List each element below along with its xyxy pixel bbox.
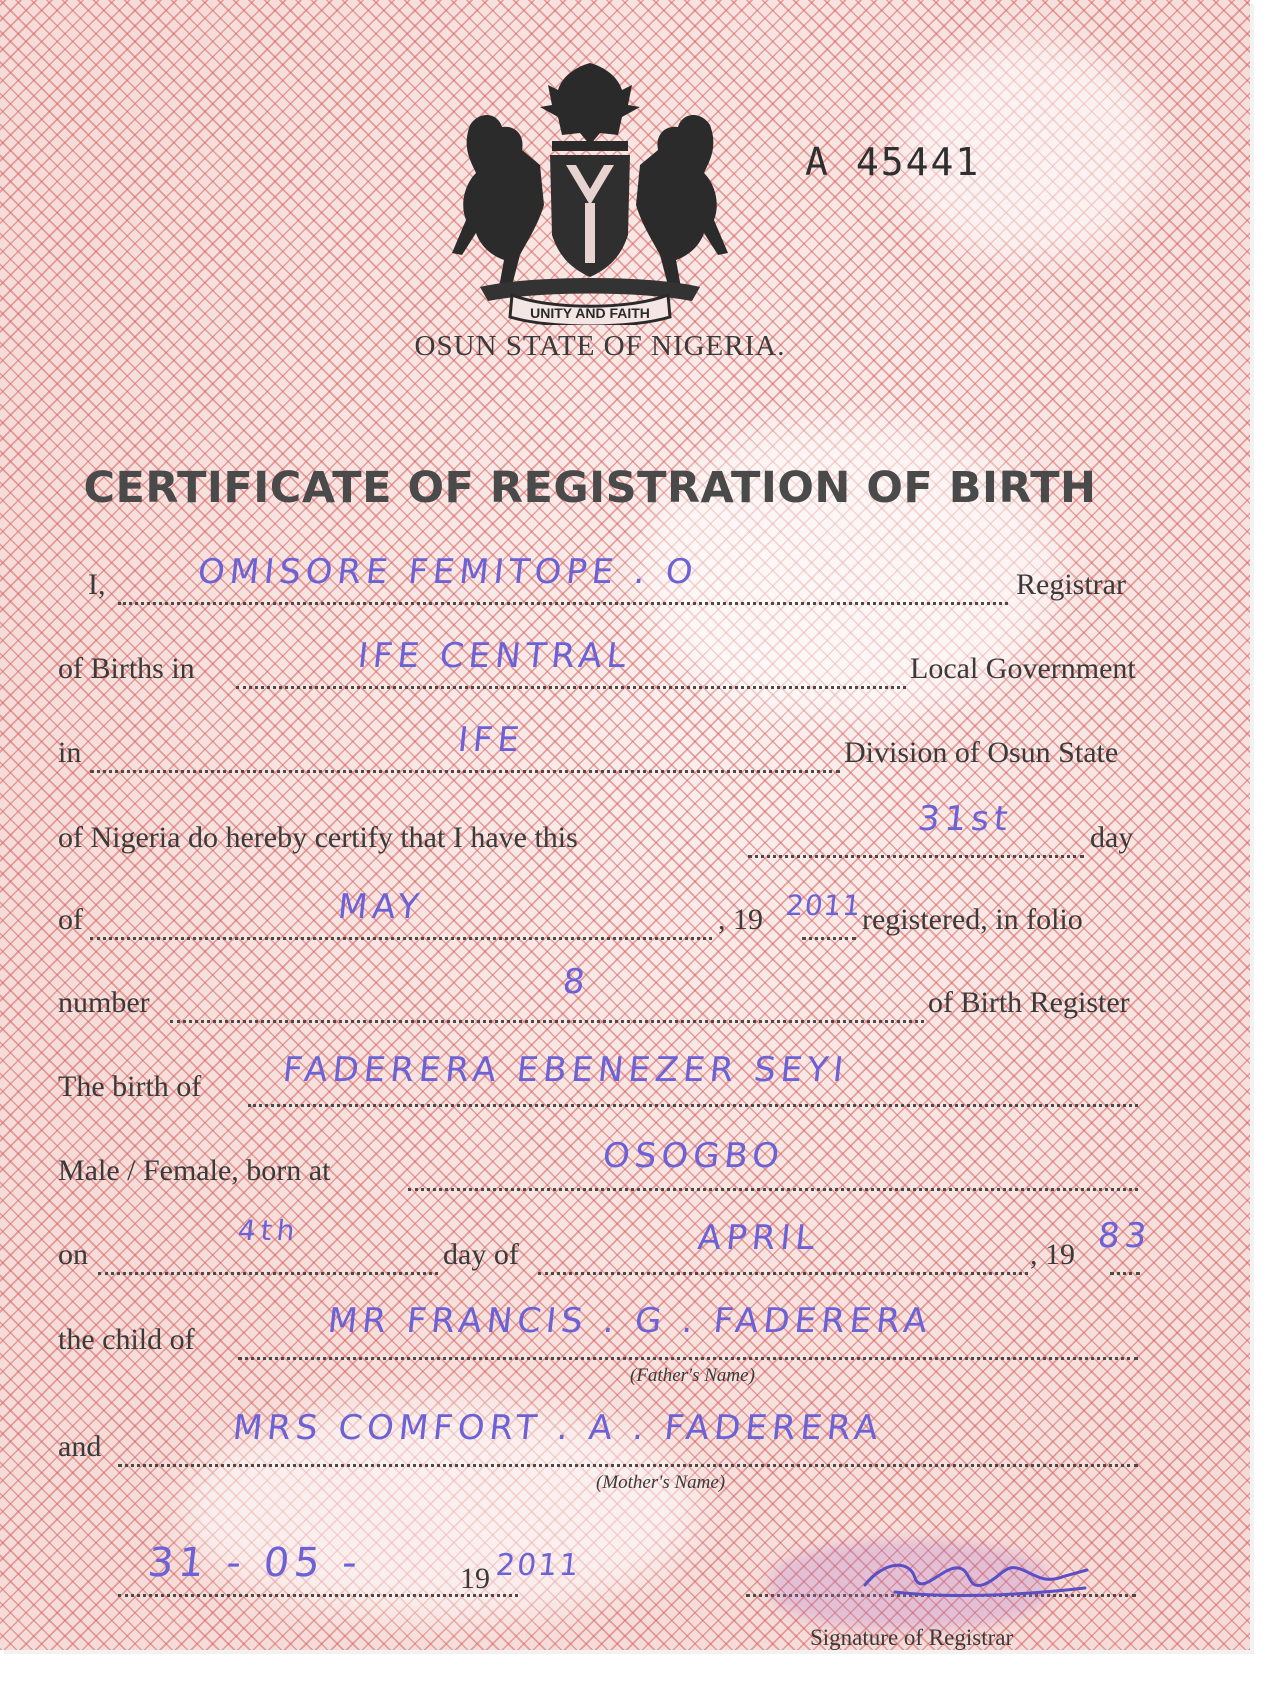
- eagle-icon: [540, 63, 640, 145]
- dotted-rule: [748, 855, 1084, 858]
- local-government-line: [58, 636, 1140, 696]
- dotted-rule: [408, 1188, 1138, 1191]
- registrar-name-value: OMISORE FEMITOPE . O: [195, 552, 700, 592]
- folio-number-line: [58, 962, 1140, 1030]
- child-name-value: FADERERA EBENEZER SEYI: [280, 1050, 851, 1090]
- coat-of-arms-emblem: [440, 55, 740, 325]
- serial-digits: 45441: [855, 140, 981, 184]
- horse-left-icon: [452, 115, 544, 293]
- birth-day-value: 4th: [236, 1214, 302, 1247]
- serial-prefix: A: [805, 140, 830, 184]
- father-name-line: [58, 1301, 1140, 1386]
- dotted-rule: [1110, 1272, 1140, 1275]
- dotted-rule: [98, 1272, 438, 1275]
- label: Registrar: [1016, 568, 1126, 601]
- registration-month-value: MAY: [335, 887, 426, 927]
- dotted-rule: [236, 686, 906, 689]
- division-line: [58, 720, 1140, 780]
- label: on: [58, 1238, 88, 1271]
- local-government-value: IFE CENTRAL: [355, 636, 633, 676]
- serial-number: [805, 140, 980, 184]
- registrar-name-line: [58, 552, 1140, 612]
- label: day: [1090, 821, 1134, 854]
- birth-month-value: APRIL: [695, 1218, 822, 1258]
- dotted-rule: [90, 937, 712, 940]
- label: day of: [443, 1238, 519, 1271]
- certificate-title: CERTIFICATE OF REGISTRATION OF BIRTH: [83, 463, 1097, 513]
- mother-name-caption: (Mother's Name): [596, 1472, 726, 1493]
- motto-text: UNITY AND FAITH: [530, 305, 650, 321]
- signature-label: Signature of Registrar: [810, 1625, 1014, 1650]
- issue-year-value: 2011: [494, 1548, 583, 1583]
- father-name-caption: (Father's Name): [630, 1365, 755, 1386]
- label: , 19: [1030, 1238, 1075, 1271]
- label: registered, in folio: [862, 903, 1083, 936]
- father-name-value: MR FRANCIS . G . FADERERA: [325, 1301, 934, 1341]
- child-name-line: [58, 1050, 1140, 1114]
- label: Local Government: [910, 652, 1136, 685]
- label: number: [58, 986, 150, 1019]
- dotted-rule: [248, 1104, 1138, 1107]
- birth-year-value: 83: [1095, 1216, 1154, 1256]
- registration-month-line: [58, 887, 1140, 947]
- dotted-rule: [802, 937, 856, 940]
- mother-name-value: MRS COMFORT . A . FADERERA: [230, 1408, 885, 1448]
- label: of: [58, 903, 83, 936]
- birthplace-line: [58, 1136, 1140, 1198]
- dotted-rule: [170, 1020, 924, 1023]
- label: The birth of: [58, 1070, 202, 1103]
- horse-right-icon: [636, 115, 728, 293]
- label: Division of Osun State: [844, 736, 1119, 769]
- mother-name-line: [58, 1408, 1140, 1493]
- division-value: IFE: [455, 720, 527, 760]
- dotted-rule: [118, 602, 1008, 605]
- dotted-rule: [118, 1464, 1138, 1467]
- birthplace-value: OSOGBO: [600, 1136, 787, 1176]
- label: I,: [88, 568, 106, 601]
- label: in: [58, 736, 82, 769]
- state-heading: OSUN STATE OF NIGERIA.: [414, 330, 786, 362]
- registration-day-line: [58, 799, 1140, 865]
- label: and: [58, 1430, 102, 1463]
- label: of Birth Register: [928, 986, 1130, 1019]
- dotted-rule: [538, 1272, 1028, 1275]
- label: the child of: [58, 1323, 195, 1356]
- label: of Nigeria do hereby certify that I have this: [58, 821, 578, 854]
- issue-date-value: 31 - 05 -: [145, 1540, 365, 1586]
- registration-day-value: 31st: [915, 799, 1015, 839]
- label: Male / Female, born at: [58, 1154, 331, 1187]
- dotted-rule: [90, 770, 840, 773]
- dotted-rule: [238, 1357, 1138, 1360]
- label: , 19: [718, 903, 763, 936]
- dotted-rule: [118, 1594, 518, 1597]
- issue-year-print: 19: [460, 1562, 490, 1595]
- birth-date-line: [58, 1214, 1154, 1282]
- registration-year-value: 2011: [784, 889, 863, 922]
- label: of Births in: [58, 652, 195, 685]
- folio-number-value: 8: [560, 962, 592, 1002]
- registrar-signature: [855, 1540, 1095, 1610]
